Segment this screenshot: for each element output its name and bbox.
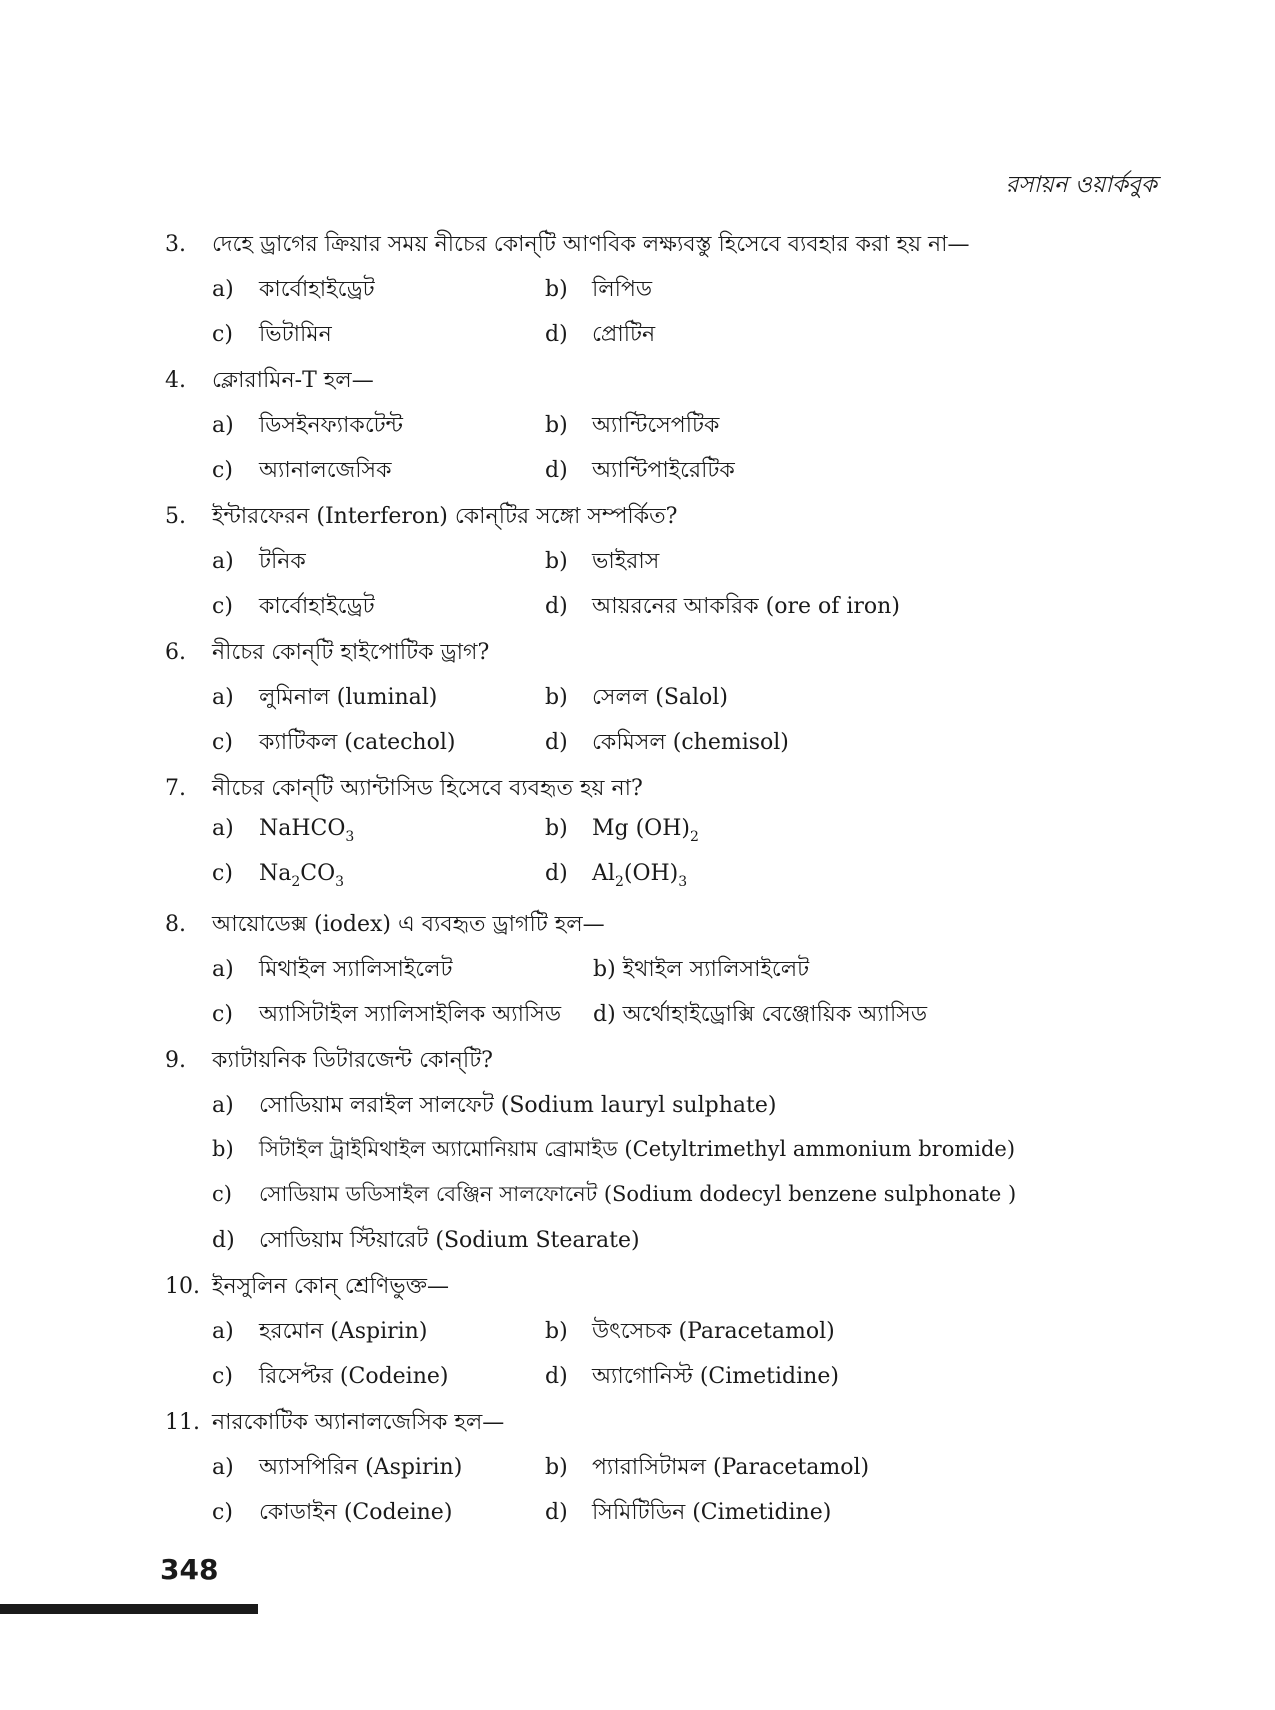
question-number: 10. <box>165 1274 200 1299</box>
option-b: b) অ্যান্টিসেপটিক <box>545 413 720 438</box>
question-number: 9. <box>165 1048 186 1073</box>
question-number: 8. <box>165 912 186 937</box>
question-text: আয়োডেক্স (iodex) এ ব্যবহৃত ড্রাগটি হল— <box>212 912 605 937</box>
question-11 <box>165 1405 504 1442</box>
question-number: 5. <box>165 504 186 529</box>
option-a: a) ডিসইনফ্যাকটেন্ট <box>212 413 403 438</box>
option-a: a) মিথাইল স্যালিসাইলেট <box>212 957 453 982</box>
option-c: c) কার্বোহাইড্রেট <box>212 594 375 619</box>
option-c: c) অ্যানালজেসিক <box>212 458 392 483</box>
question-number: 7. <box>165 776 186 801</box>
option-a: a) টনিক <box>212 549 306 574</box>
question-number: 6. <box>165 640 186 665</box>
footer-rule <box>0 1604 258 1614</box>
question-number: 4. <box>165 368 186 393</box>
option-c: c) কোডাইন (Codeine) <box>212 1500 453 1525</box>
question-7 <box>165 771 643 808</box>
question-9 <box>165 1043 493 1080</box>
option-b: b) ইথাইল স্যালিসাইলেট <box>593 957 810 982</box>
question-number: 3. <box>165 232 186 257</box>
option-c: c) ক্যাটিকল (catechol) <box>212 730 456 755</box>
option-d: d) কেমিসল (chemisol) <box>545 730 789 755</box>
option-c: c) অ্যাসিটাইল স্যালিসাইলিক অ্যাসিড <box>212 1002 562 1027</box>
option-a: a) সোডিয়াম লরাইল সালফেট (Sodium lauryl sulphate) <box>212 1093 777 1118</box>
question-5 <box>165 499 677 536</box>
option-c: c) $Na_2CO_3$ <box>212 861 345 890</box>
option-b: b) লিপিড <box>545 277 653 302</box>
option-c: c) সোডিয়াম ডডিসাইল বেঞ্জিন সালফোনেট (Sodium dodecyl benzene sulphonate ) <box>212 1182 1017 1206</box>
question-text: দেহে ড্রাগের ক্রিয়ার সময় নীচের কোন্‌টি আণবিক লক্ষ্যবস্তু হিসেবে ব্যবহার করা হয় না— <box>212 232 970 257</box>
question-number: 11. <box>165 1410 200 1435</box>
page-number: 348 <box>160 1553 219 1586</box>
question-3 <box>165 227 970 264</box>
running-header: রসায়ন ওয়ার্কবুক <box>1005 172 1157 198</box>
question-text: ইনসুলিন কোন্ শ্রেণিভুক্ত— <box>212 1274 450 1299</box>
question-text: নারকোটিক অ্যানালজেসিক হল— <box>212 1410 505 1435</box>
option-b: b) সিটাইল ট্রাইমিথাইল অ্যামোনিয়াম ব্রোমাইড (Cetyltrimethyl ammonium bromide) <box>212 1137 1016 1161</box>
option-d: d) অর্থোহাইড্রোক্সি বেঞ্জোয়িক অ্যাসিড <box>593 1002 928 1027</box>
question-10 <box>165 1269 449 1306</box>
option-b: b) Mg $(OH)_2$ <box>545 816 699 845</box>
option-d: d) আয়রনের আকরিক (ore of iron) <box>545 594 900 619</box>
option-a: a) কার্বোহাইড্রেট <box>212 277 375 302</box>
option-d: d) সোডিয়াম স্টিয়ারেট (Sodium Stearate) <box>212 1228 640 1253</box>
option-d: d) সিমিটিডিন (Cimetidine) <box>545 1500 832 1525</box>
option-b: b) ভাইরাস <box>545 549 660 574</box>
question-6 <box>165 635 489 672</box>
option-a: a) হরমোন (Aspirin) <box>212 1319 428 1344</box>
option-d: d) প্রোটিন <box>545 322 656 347</box>
question-text: ইন্টারফেরন (Interferon) কোন্‌টির সঙ্গো সম্পর্কিত? <box>212 504 678 529</box>
option-d: d) $Al_2(OH)_3$ <box>545 861 688 890</box>
question-4 <box>165 363 374 400</box>
option-b: b) প্যারাসিটামল (Paracetamol) <box>545 1455 870 1480</box>
question-text: ক্লোরামিন-T হল— <box>212 368 374 393</box>
option-c: c) ভিটামিন <box>212 322 332 347</box>
option-b: b) উৎসেচক (Paracetamol) <box>545 1319 835 1344</box>
question-text: নীচের কোন্‌টি অ্যান্টাসিড হিসেবে ব্যবহৃত হয় না? <box>212 776 643 801</box>
question-text: ক্যাটায়নিক ডিটারজেন্ট কোন্‌টি? <box>212 1048 493 1073</box>
option-c: c) রিসেপ্টর (Codeine) <box>212 1364 449 1389</box>
question-8 <box>165 907 605 944</box>
question-text: নীচের কোন্‌টি হাইপোটিক ড্রাগ? <box>212 640 490 665</box>
option-a: a) NaHCO$_3$ <box>212 816 355 845</box>
option-d: d) অ্যান্টিপাইরেটিক <box>545 458 735 483</box>
option-d: d) অ্যাগোনিস্ট (Cimetidine) <box>545 1364 839 1389</box>
option-a: a) লুমিনাল (luminal) <box>212 685 438 710</box>
option-a: a) অ্যাসপিরিন (Aspirin) <box>212 1455 463 1480</box>
option-b: b) সেলল (Salol) <box>545 685 728 710</box>
